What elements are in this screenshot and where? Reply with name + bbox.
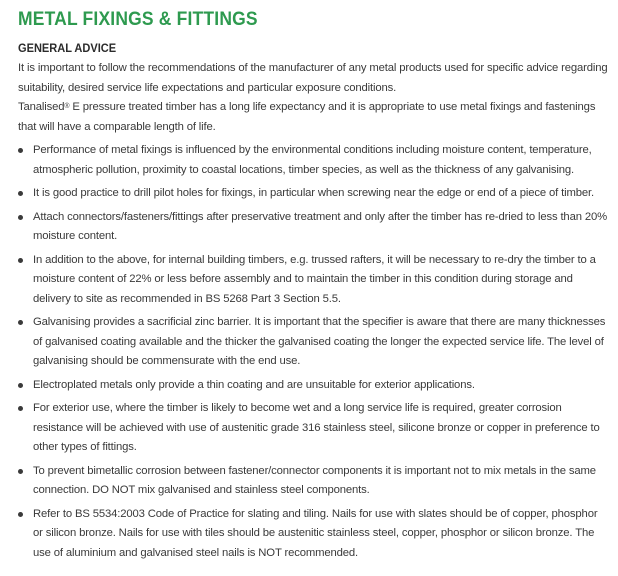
page-title: METAL FIXINGS & FITTINGS <box>18 9 258 30</box>
document-page <box>18 8 610 567</box>
tanalised-brand: Tanalised <box>18 101 65 113</box>
bullet-icon <box>18 383 23 388</box>
list-item <box>18 399 610 458</box>
list-item-text: Attach connectors/fasteners/fittings after preservative treatment and only after the timber has re-dried to less than 20% moisture content. <box>33 210 607 242</box>
bullet-icon <box>18 320 23 325</box>
tanalised-paragraph-text: E pressure treated timber has a long life expectancy and it is appropriate to use metal fixings and fastenings that will have a comparable length of life. <box>18 101 596 133</box>
list-item <box>18 141 610 180</box>
tanalised-paragraph <box>18 98 610 137</box>
list-item-text: Electroplated metals only provide a thin coating and are unsuitable for exterior applications. <box>33 378 475 391</box>
list-item-text: It is good practice to drill pilot holes for fixings, in particular when screwing near the edge or end of a piece of timber. <box>33 187 594 199</box>
section-heading: GENERAL ADVICE <box>18 41 117 55</box>
bullet-icon <box>18 148 23 153</box>
list-item <box>18 184 610 204</box>
list-item <box>18 313 610 372</box>
list-item <box>18 462 610 501</box>
list-item <box>18 376 610 396</box>
bullet-icon <box>18 215 23 220</box>
list-item-text: For exterior use, where the timber is likely to become wet and a long service life is required, greater corrosion resistance will be achieved with use of austenitic grade 316 stainless steel, silicone bronze or copper in preference to other types of fittings. <box>33 402 600 453</box>
advice-list <box>18 141 610 563</box>
intro-paragraph: It is important to follow the recommendations of the manufacturer of any metal products used for specific advice regarding suitability, desired service life expectations and particular exposure conditions. <box>18 62 608 94</box>
bullet-icon <box>18 469 23 474</box>
bullet-icon <box>18 258 23 263</box>
bullet-icon <box>18 191 23 196</box>
list-item-text: Performance of metal fixings is influenced by the environmental conditions including moisture content, temperature, atmospheric pollution, proximity to coastal locations, timber species, as well as the thickness of any galvanising. <box>33 144 592 176</box>
list-item <box>18 505 610 564</box>
registered-mark: ® <box>64 103 70 110</box>
list-item-text: To prevent bimetallic corrosion between fastener/connector components it is important not to mix metals in the same connection. DO NOT mix galvanised and stainless steel components. <box>33 464 596 496</box>
list-item-text: Galvanising provides a sacrificial zinc barrier. It is important that the specifier is aware that there are many thicknesses of galvanised coating available and the thicker the galvanised coating the longer the expected service life. The level of galvanising should be commensurate with the end use. <box>33 316 606 367</box>
list-item-text: Refer to BS 5534:2003 Code of Practice for slating and tiling. Nails for use with slates should be of copper, phosphor or silicon bronze. Nails for use with tiles should be austenitic stainless steel, copper, phosphor or silicon bronze. The use of aluminium and galvanised steel nails is NOT recommended. <box>33 507 598 559</box>
list-item <box>18 208 610 247</box>
bullet-icon <box>18 512 23 517</box>
list-item-text: In addition to the above, for internal building timbers, e.g. trussed rafters, it will be necessary to re-dry the timber to a moisture content of 22% or less before assembly and to maintain the timber in this condition during storage and delivery to site as recommended in BS 5268 Part 3 Section 5.5. <box>33 253 596 305</box>
bullet-icon <box>18 406 23 411</box>
list-item <box>18 251 610 310</box>
